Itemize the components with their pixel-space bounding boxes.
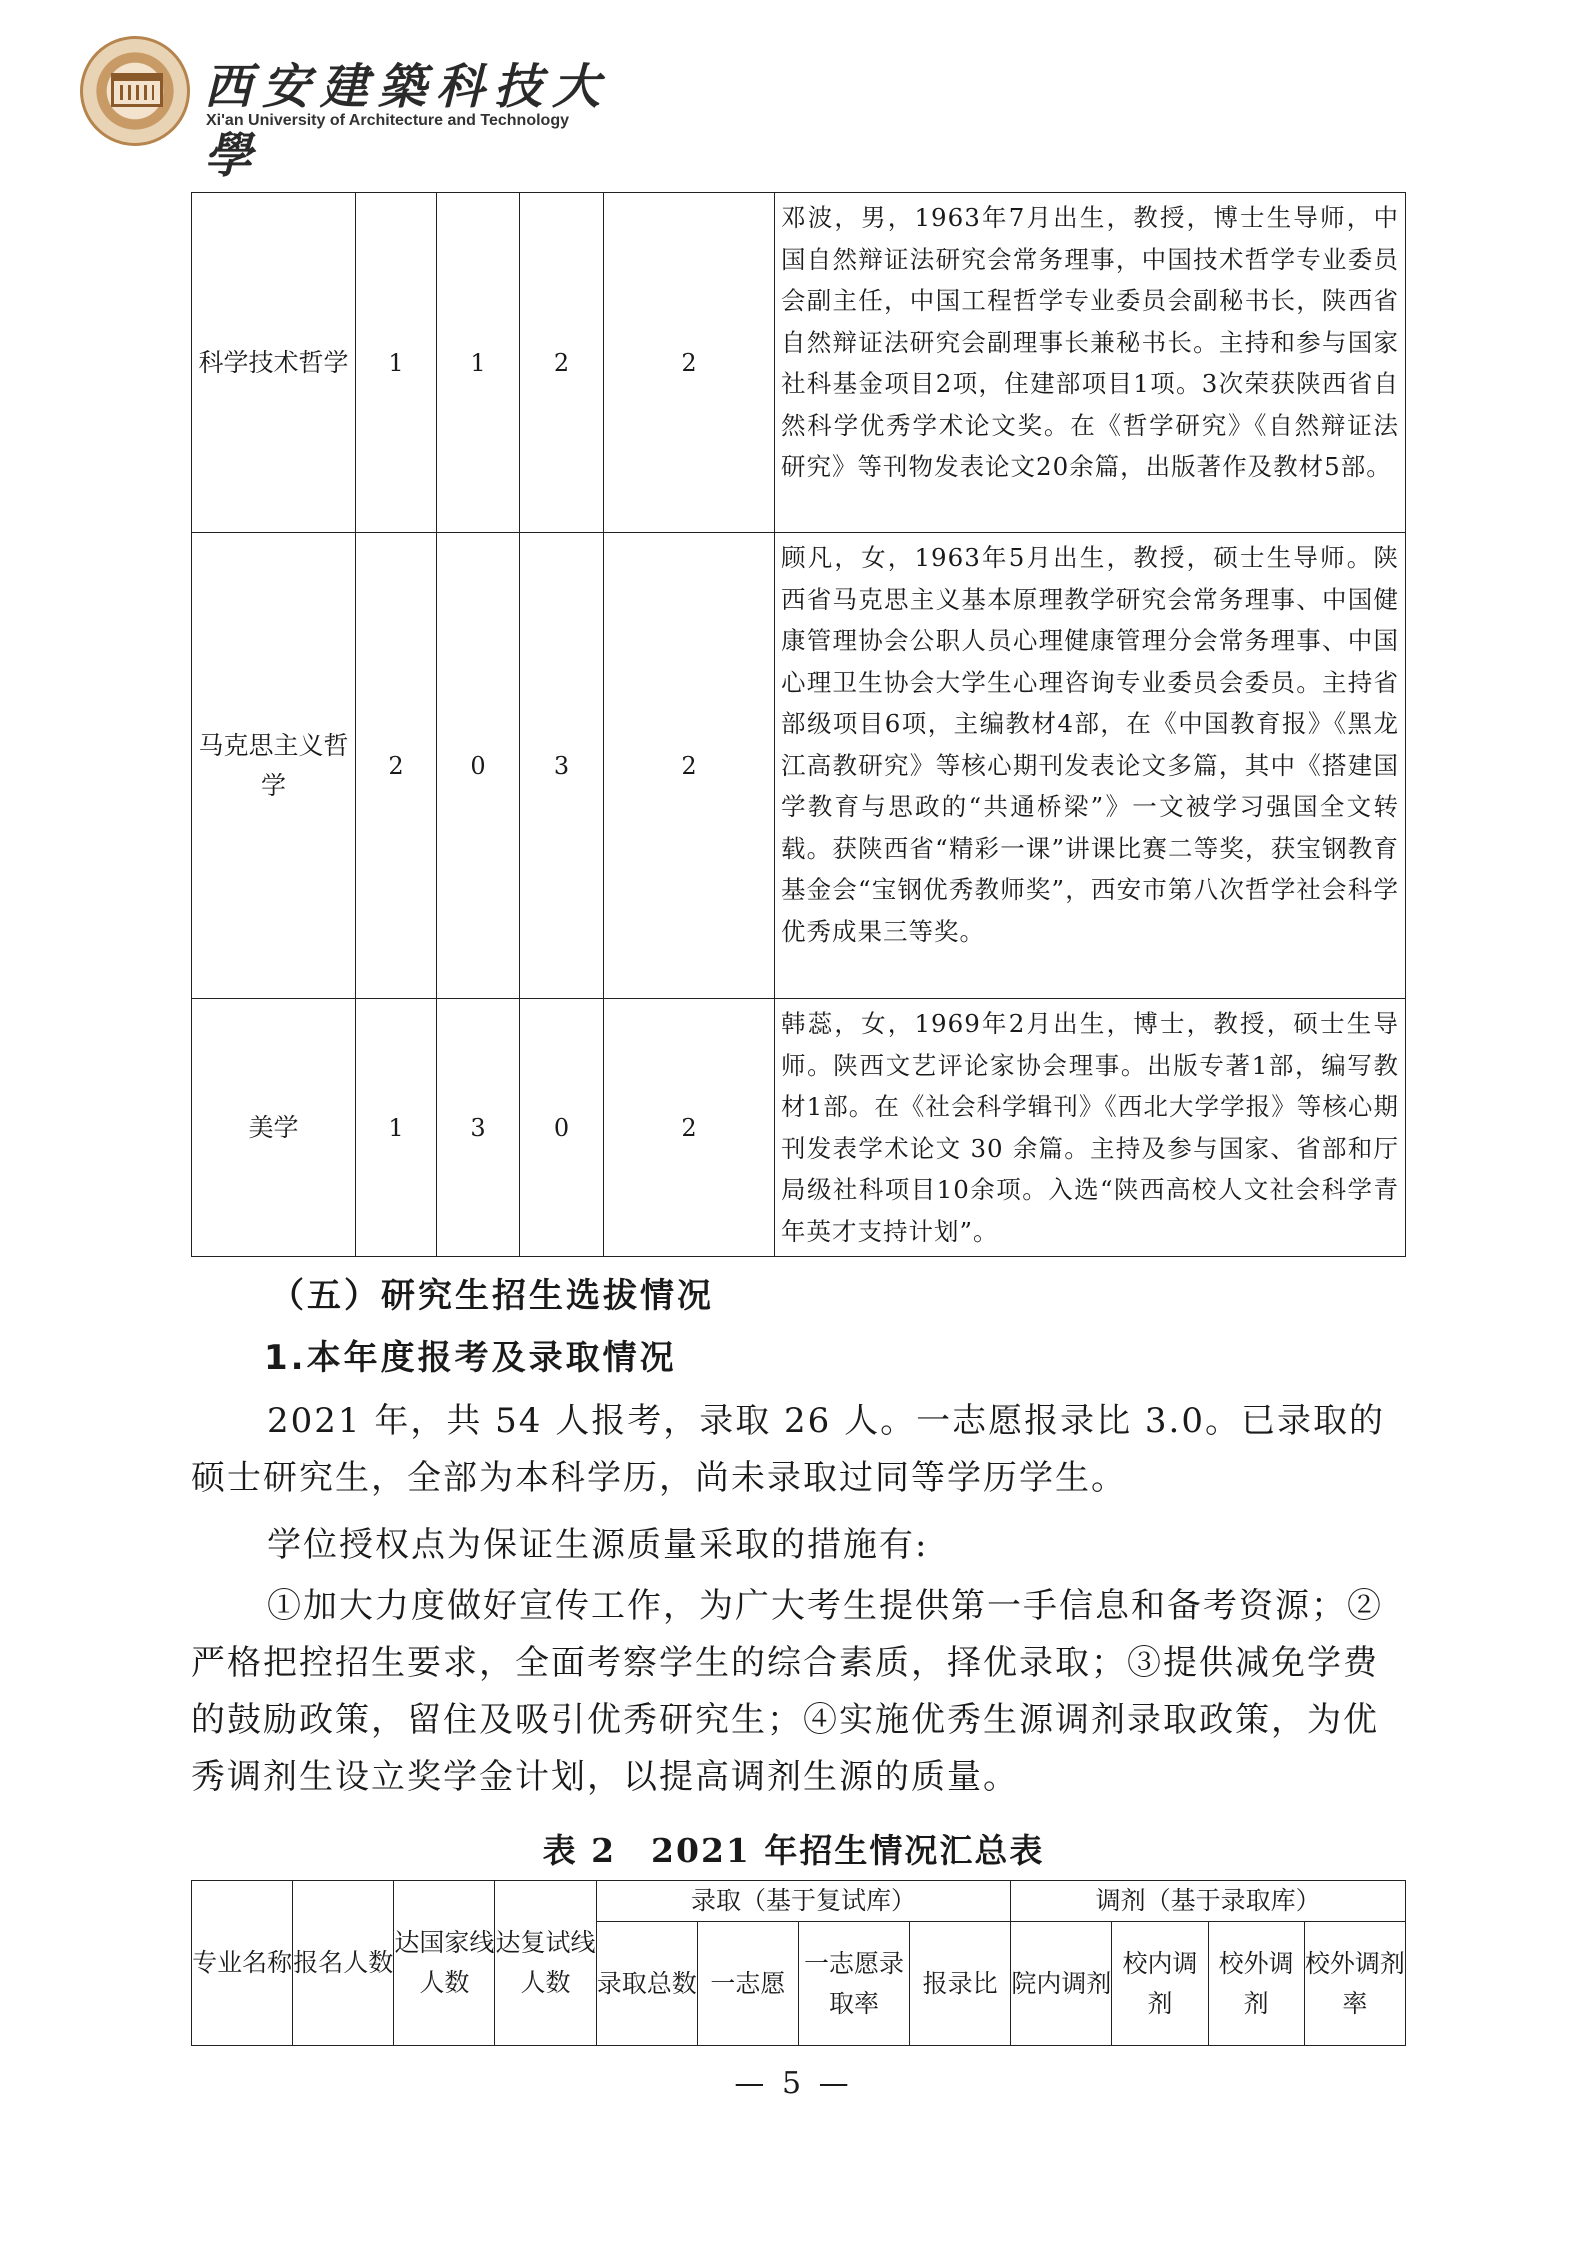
paragraph-measures-intro: 学位授权点为保证生源质量采取的措施有:: [267, 1525, 929, 1565]
count-cell: 1: [356, 999, 437, 1257]
subsection-heading: 1.本年度报考及录取情况: [264, 1338, 677, 1378]
header-retest-line: 达复试线人数: [495, 1881, 596, 2046]
count-cell: 0: [520, 999, 604, 1257]
paragraph-enrollment: 2021 年，共 54 人报考，录取 26 人。一志愿报录比 3.0。已录取的硕士研究生，全部为本科学历，尚未录取过同等学历学生。: [191, 1401, 1385, 1498]
table-row: [192, 533, 1406, 999]
header-national-line: 达国家线人数: [394, 1881, 495, 2046]
supervisor-bio: 顾凡，女，1963年5月出生，教授，硕士生导师。陕西省马克思主义基本原理教学研究会常务理事、中国健康管理协会公职人员心理健康管理分会常务理事、中国心理卫生协会大学生心理咨询专业委员会委员。主持省部级项目6项，主编教材4部，在《中国教育报》《黑龙江高教研究》等核心期刊发表论文多篇，其中《搭建国学教育与思政的“共通桥梁”》一文被学习强国全文转载。获陕西省“精彩一课”讲课比赛二等奖，获宝钢教育基金会“宝钢优秀教师奖”，西安市第八次哲学社会科学优秀成果三等奖。: [775, 533, 1406, 999]
count-cell: 1: [356, 193, 437, 533]
header-intra-college: 院内调剂: [1011, 1922, 1112, 2046]
university-name-en: Xi'an University of Architecture and Technology: [206, 112, 569, 129]
header-apply-admit-ratio: 报录比: [910, 1922, 1011, 2046]
header-first-choice: 一志愿: [697, 1922, 798, 2046]
header-first-choice-rate: 一志愿录取率: [798, 1922, 909, 2046]
count-cell: 2: [604, 999, 775, 1257]
supervisor-bio: 韩蕊，女，1969年2月出生，博士，教授，硕士生导师。陕西文艺评论家协会理事。出版专著1部，编写教材1部。在《社会科学辑刊》《西北大学学报》等核心期刊发表学术论文 30 余篇。主持及参与国家、省部和厅局级社科项目10余项。入选“陕西高校人文社会科学青年英才支持计划”。: [775, 999, 1406, 1257]
count-cell: 0: [437, 533, 520, 999]
university-name-cn: 西安建築科技大學: [204, 59, 611, 184]
count-cell: 2: [356, 533, 437, 999]
table-caption: 表 2 2021 年招生情况汇总表: [542, 1831, 1045, 1870]
paragraph-measures: ①加大力度做好宣传工作，为广大考生提供第一手信息和备考资源；②严格把控招生要求，全面考察学生的综合素质，择优录取；③提供减免学费的鼓励政策，留住及吸引优秀研究生；④实施优秀生源调剂录取政策，为优秀调剂生设立奖学金计划，以提高调剂生源的质量。: [191, 1586, 1383, 1797]
header-major: 专业名称: [192, 1881, 293, 2046]
header-applicants: 报名人数: [293, 1881, 394, 2046]
table-row: [192, 193, 1406, 533]
count-cell: 1: [437, 193, 520, 533]
university-logo: [80, 36, 640, 184]
supervisor-bio: 邓波，男，1963年7月出生，教授，博士生导师，中国自然辩证法研究会常务理事，中国技术哲学专业委员会副主任，中国工程哲学专业委员会副秘书长，陕西省自然辩证法研究会副理事长兼秘书长。主持和参与国家社科基金项目2项，住建部项目1项。3次荣获陕西省自然科学优秀学术论文奖。在《哲学研究》《自然辩证法研究》等刊物发表论文20余篇，出版著作及教材5部。: [775, 193, 1406, 533]
enrollment-summary-table: [191, 1880, 1406, 2046]
major-name: 科学技术哲学: [192, 193, 356, 533]
count-cell: 2: [520, 193, 604, 533]
header-admission-group: 录取（基于复试库）: [596, 1881, 1011, 1922]
building-icon: [111, 73, 163, 107]
table-row: [192, 999, 1406, 1257]
count-cell: 3: [520, 533, 604, 999]
supervisor-table: [191, 192, 1406, 1257]
count-cell: 2: [604, 193, 775, 533]
header-external-rate: 校外调剂率: [1304, 1922, 1405, 2046]
header-adjustment-group: 调剂（基于录取库）: [1011, 1881, 1406, 1922]
count-cell: 2: [604, 533, 775, 999]
page-number: — 5 —: [734, 2066, 853, 2101]
section-heading: （五）研究生招生选拔情况: [270, 1276, 714, 1316]
university-seal-icon: [80, 36, 190, 146]
count-cell: 3: [437, 999, 520, 1257]
header-intra-university: 校内调剂: [1112, 1922, 1208, 2046]
major-name: 美学: [192, 999, 356, 1257]
major-name: 马克思主义哲学: [192, 533, 356, 999]
header-external: 校外调剂: [1208, 1922, 1304, 2046]
table-header-row: [192, 1881, 1406, 1922]
header-admit-total: 录取总数: [596, 1922, 697, 2046]
